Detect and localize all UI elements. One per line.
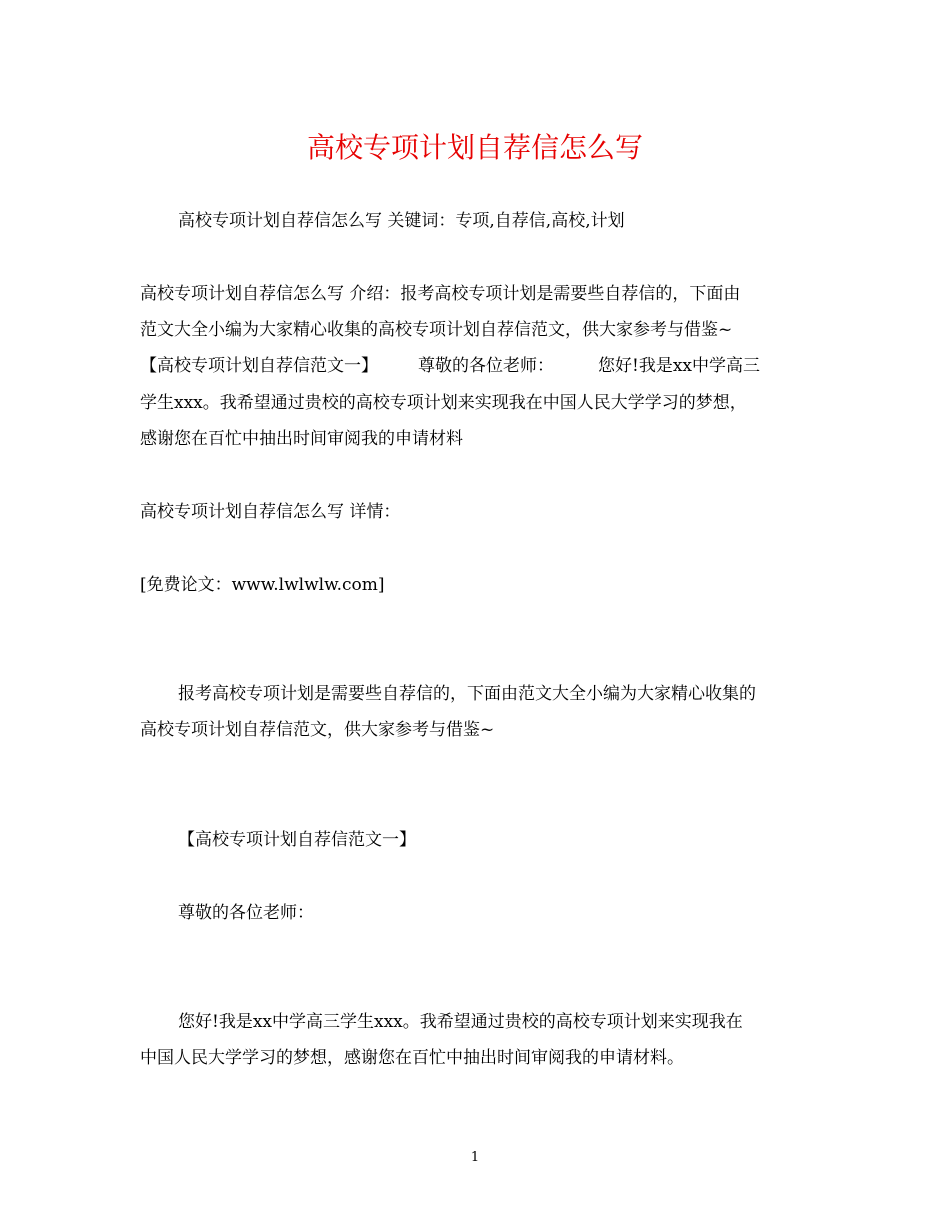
page-number: 1 [470,1150,480,1165]
body-paragraph-2-line-1: 您好!我是xx中学高三学生xxx。我希望通过贵校的高校专项计划来实现我在 [178,1012,743,1032]
document-title: 高校专项计划自荐信怎么写 [306,131,643,164]
body-paragraph-2-line-2: 中国人民大学学习的梦想，感谢您在百忙中抽出时间审阅我的申请材料。 [140,1048,684,1068]
intro-sample-heading: 【高校专项计划自荐信范文一】 [140,356,378,376]
intro-greeting: 您好!我是xx中学高三 [598,356,761,376]
source-line: [免费论文：www.lwlwlw.com] [140,575,385,595]
intro-salutation: 尊敬的各位老师： [418,356,554,376]
intro-line-1: 高校专项计划自荐信怎么写 介绍：报考高校专项计划是需要些自荐信的，下面由 [140,284,741,304]
body-paragraph-1-line-2: 高校专项计划自荐信范文，供大家参考与借鉴~ [140,720,495,740]
details-label: 高校专项计划自荐信怎么写 详情： [140,502,401,522]
intro-line-5: 感谢您在百忙中抽出时间审阅我的申请材料 [140,429,463,449]
sample-heading: 【高校专项计划自荐信范文一】 [178,830,416,850]
intro-line-4: 学生xxx。我希望通过贵校的高校专项计划来实现我在中国人民大学学习的梦想， [140,393,747,413]
body-paragraph-1-line-1: 报考高校专项计划是需要些自荐信的，下面由范文大全小编为大家精心收集的 [178,684,756,704]
salutation: 尊敬的各位老师： [178,903,314,923]
intro-line-2: 范文大全小编为大家精心收集的高校专项计划自荐信范文，供大家参考与借鉴~ [140,320,733,340]
intro-line-3 [140,354,820,378]
keywords-line: 高校专项计划自荐信怎么写 关键词：专项,自荐信,高校,计划 [178,211,625,231]
